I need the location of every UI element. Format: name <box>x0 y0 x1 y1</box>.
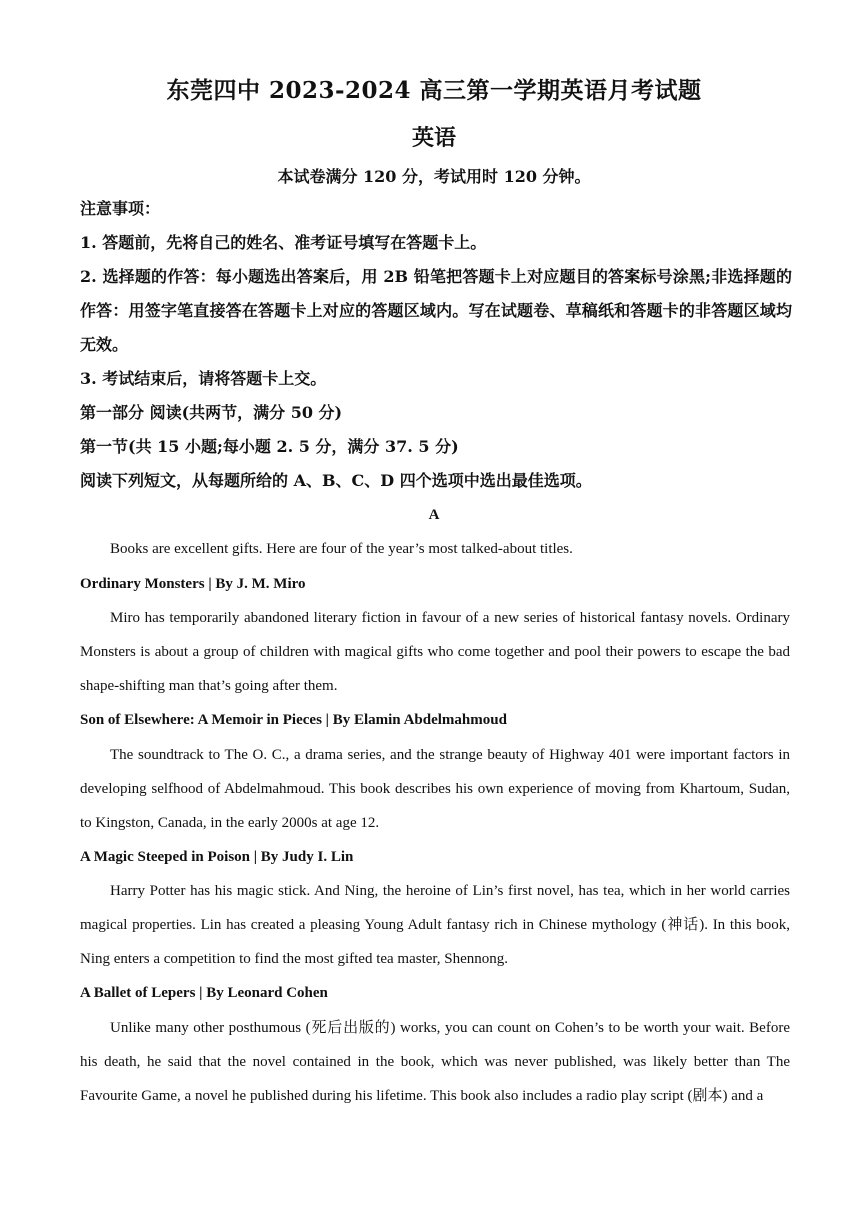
book-heading-4: A Ballet of Lepers | By Leonard Cohen <box>80 985 328 1001</box>
book-heading-3: A Magic Steeped in Poison | By Judy I. Lin <box>80 849 354 865</box>
part-one-heading: 第一部分 阅读(共两节，满分 50 分) <box>80 403 343 422</box>
exam-title: 东莞四中 2023-2024 高三第一学期英语月考试题 <box>166 77 702 104</box>
note-item-1: 1. 答题前，先将自己的姓名、准考证号填写在答题卡上。 <box>80 233 487 252</box>
reading-instruction: 阅读下列短文，从每题所给的 A、B、C、D 四个选项中选出最佳选项。 <box>80 471 592 490</box>
note-item-2: 2. 选择题的作答：每小题选出答案后，用 2B 铅笔把答题卡上对应题目的答案标号涂黑;非选择题的作答：用签字笔直接答在答题卡上对应的答题区域内。写在试题卷、草稿纸和答题卡的非答题区域均无效。 <box>80 267 792 354</box>
subject-heading: 英语 <box>411 125 456 151</box>
book-text-4: Unlike many other posthumous (死后出版的) works, you can count on Cohen’s to be worth your wait. Before his death, he said that the novel contained in the book, which was never published, was likely better than The Favourite Game, a novel he published during his lifetime. This book also includes a radio play script (剧本) and a <box>80 1020 790 1104</box>
note-item-3: 3. 考试结束后，请将答题卡上交。 <box>80 369 327 388</box>
notes-heading: 注意事项： <box>80 199 161 218</box>
book-text-2: The soundtrack to The O. C., a drama series, and the strange beauty of Highway 401 were important factors in developing selfhood of Abdelmahmoud. This book describes his own experience of moving from Khartoum, Sudan, to Kingston, Canada, in the early 2000s at age 12. <box>80 747 790 831</box>
book-text-1: Miro has temporarily abandoned literary fiction in favour of a new series of historical fantasy novels. Ordinary Monsters is about a group of children with magical gifts who come together and pool their powers to escape the bad shape-shifting man that’s going after them. <box>80 610 790 694</box>
score-time-note: 本试卷满分 120 分，考试用时 120 分钟。 <box>277 167 591 186</box>
book-heading-1: Ordinary Monsters | By J. M. Miro <box>80 576 306 592</box>
book-text-3: Harry Potter has his magic stick. And Ning, the heroine of Lin’s first novel, has tea, which in her world carries magical properties. Lin has created a pleasing Young Adult fantasy rich in Chinese mythology (神话). In this book, Ning enters a competition to find the most gifted tea master, Shennong. <box>80 883 790 967</box>
passage-letter: A <box>428 507 440 523</box>
book-heading-2: Son of Elsewhere: A Memoir in Pieces | By Elamin Abdelmahmoud <box>80 712 507 728</box>
passage-intro: Books are excellent gifts. Here are four of the year’s most talked-about titles. <box>110 541 573 557</box>
section-one-heading: 第一节(共 15 小题;每小题 2. 5 分，满分 37. 5 分) <box>80 437 459 456</box>
